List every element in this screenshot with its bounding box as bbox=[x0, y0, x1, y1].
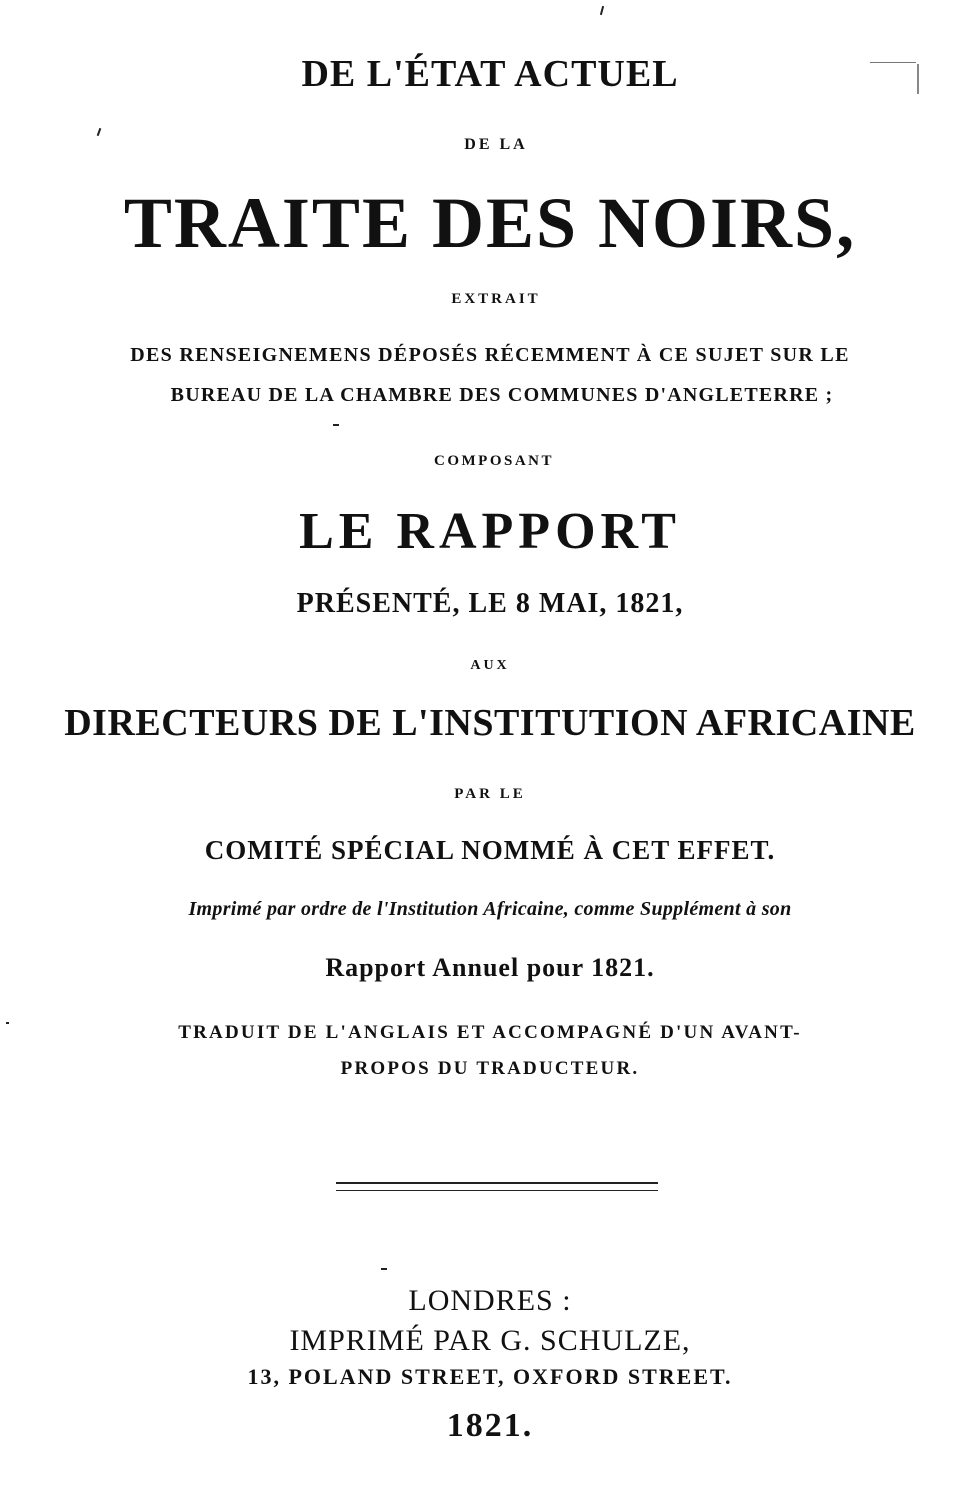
scan-speck bbox=[600, 6, 604, 15]
imprime-ordre-line: Imprimé par ordre de l'Institution Africaine, comme Supplément à son bbox=[188, 898, 792, 920]
par-le-label: PAR LE bbox=[454, 786, 526, 802]
scan-speck bbox=[870, 62, 916, 63]
scan-speck bbox=[381, 1268, 387, 1270]
main-title: TRAITE DES NOIRS, bbox=[123, 183, 857, 263]
double-rule-divider bbox=[336, 1182, 658, 1191]
presentation-date: PRÉSENTÉ, LE 8 MAI, 1821, bbox=[296, 588, 684, 619]
le-rapport-heading: LE RAPPORT bbox=[299, 503, 681, 560]
directeurs-heading: DIRECTEURS DE L'INSTITUTION AFRICAINE bbox=[64, 702, 916, 744]
scan-speck bbox=[333, 424, 339, 426]
traduit-line-1: TRADUIT DE L'ANGLAIS ET ACCOMPAGNÉ D'UN AVANT- bbox=[178, 1022, 802, 1043]
imprint-year: 1821. bbox=[446, 1407, 534, 1444]
rapport-annuel-line: Rapport Annuel pour 1821. bbox=[325, 953, 655, 982]
heading-de-la: DE LA bbox=[464, 136, 528, 153]
heading-etat-actuel: DE L'ÉTAT ACTUEL bbox=[301, 53, 679, 95]
source-line-1: DES RENSEIGNEMENS DÉPOSÉS RÉCEMMENT À CE SUJET SUR LE bbox=[130, 344, 850, 366]
imprint-address: 13, POLAND STREET, OXFORD STREET. bbox=[247, 1364, 733, 1389]
source-line-2: BUREAU DE LA CHAMBRE DES COMMUNES D'ANGLETERRE ; bbox=[170, 384, 834, 406]
scan-speck bbox=[917, 64, 919, 94]
imprint-printer: IMPRIMÉ PAR G. SCHULZE, bbox=[289, 1324, 691, 1357]
imprint-city: LONDRES : bbox=[408, 1284, 572, 1317]
traduit-line-2: PROPOS DU TRADUCTEUR. bbox=[340, 1058, 640, 1079]
aux-label: AUX bbox=[470, 658, 510, 673]
scan-speck bbox=[97, 128, 102, 136]
comite-heading: COMITÉ SPÉCIAL NOMMÉ À CET EFFET. bbox=[204, 835, 776, 865]
extrait-label: EXTRAIT bbox=[451, 291, 541, 307]
composant-label: COMPOSANT bbox=[434, 453, 554, 469]
scan-speck bbox=[6, 1022, 9, 1024]
